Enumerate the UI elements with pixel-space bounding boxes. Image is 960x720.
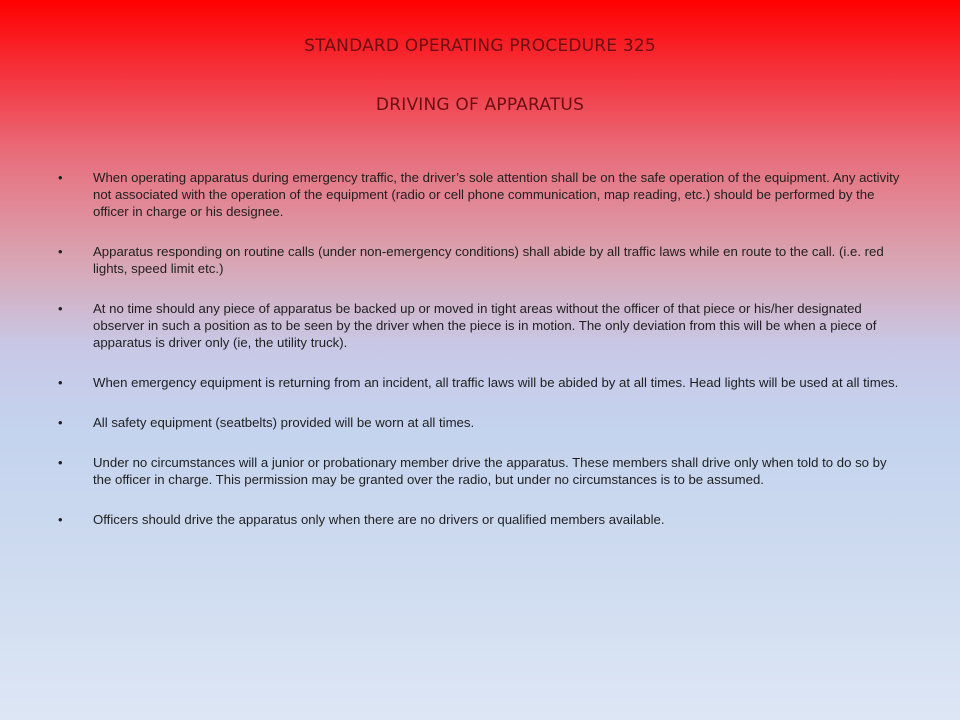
bullet-text: At no time should any piece of apparatus be backed up or moved in tight areas without the officer of that piece or his/her designated observer in such a position as to be seen by the driver when the piece is in motion. The only deviation from this will be when a piece of apparatus is driver only (ie, the utility truck). (93, 301, 877, 350)
bullet-icon: • (58, 455, 63, 470)
bullet-list (58, 169, 908, 551)
list-item (58, 374, 908, 391)
slide-title: STANDARD OPERATING PROCEDURE 325 (304, 36, 656, 56)
slide-subtitle: DRIVING OF APPARATUS (375, 95, 585, 115)
bullet-text: When emergency equipment is returning from an incident, all traffic laws will be abided by at all times. Head lights will be used at all times. (93, 375, 899, 390)
bullet-icon: • (58, 244, 63, 259)
list-item (58, 454, 908, 488)
bullet-icon: • (58, 415, 63, 430)
bullet-icon: • (58, 301, 63, 316)
list-item (58, 414, 908, 431)
list-item (58, 300, 908, 351)
bullet-icon: • (58, 375, 63, 390)
bullet-text: Officers should drive the apparatus only when there are no drivers or qualified members available. (93, 512, 665, 527)
bullet-text: All safety equipment (seatbelts) provided will be worn at all times. (93, 415, 475, 430)
bullet-icon: • (58, 170, 63, 185)
bullet-text: When operating apparatus during emergency traffic, the driver’s sole attention shall be on the safe operation of the equipment. Any activity not associated with the operation of the equipment (radio or cell phone communication, map reading, etc.) should be performed by the officer in charge or his designee. (93, 170, 900, 219)
list-item (58, 169, 908, 220)
bullet-icon: • (58, 512, 63, 527)
list-item (58, 243, 908, 277)
bullet-text: Apparatus responding on routine calls (under non-emergency conditions) shall abide by all traffic laws while en route to the call. (i.e. red lights, speed limit etc.) (93, 244, 884, 276)
list-item (58, 511, 908, 528)
bullet-text: Under no circumstances will a junior or probationary member drive the apparatus. These members shall drive only when told to do so by the officer in charge. This permission may be granted over the radio, but under no circumstances is to be assumed. (93, 455, 887, 487)
